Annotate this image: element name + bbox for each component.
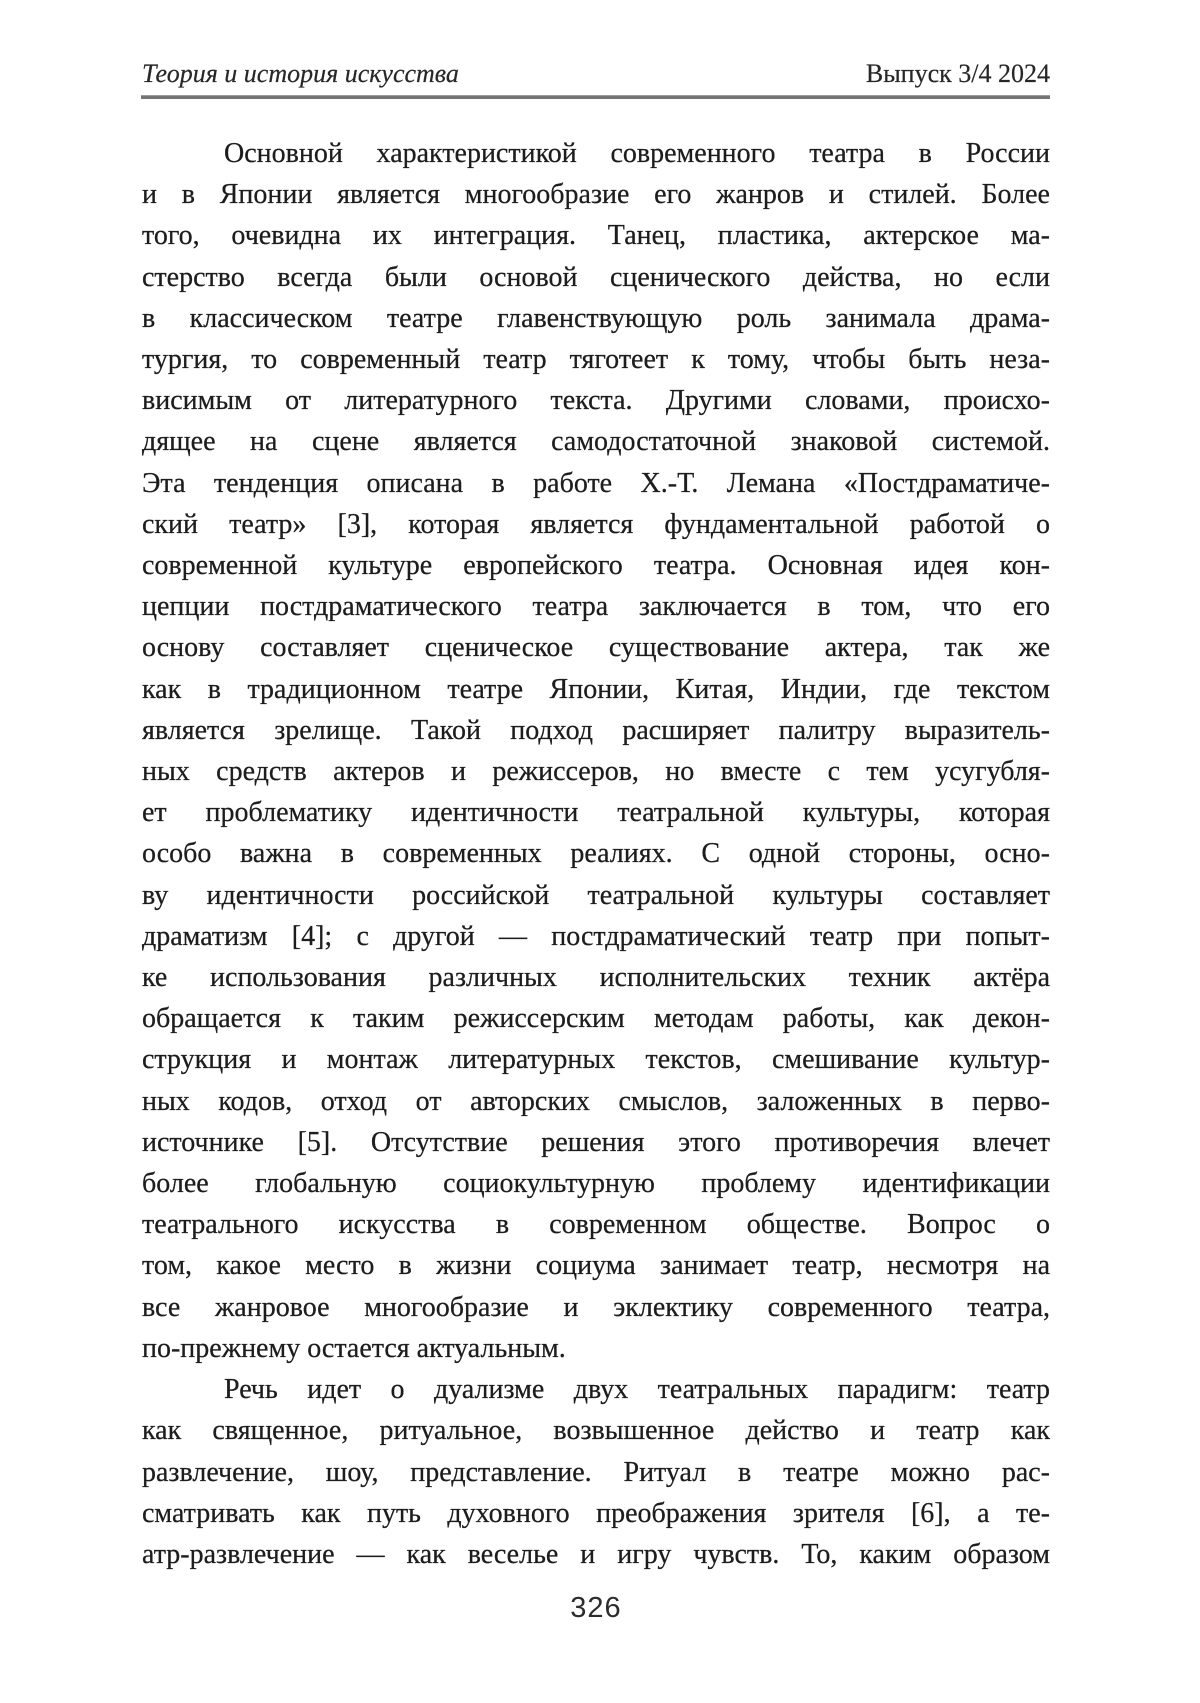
- text-line: ет проблематику идентичности театральной культуры, которая: [142, 797, 1050, 829]
- text-line: современной культуре европейского театра. Основная идея кон-: [142, 550, 1050, 582]
- text-line: Основной характеристикой современного театра в России: [224, 138, 1050, 169]
- text-line: источнике [5]. Отсутствие решения этого противоречия влечет: [142, 1126, 1050, 1158]
- text-line: особо важна в современных реалиях. С одной стороны, осно-: [142, 838, 1050, 870]
- text-line: драматизм [4]; с другой — постдраматический театр при попыт-: [142, 920, 1050, 952]
- page-number: 326: [570, 1592, 622, 1624]
- text-line: театрального искусства в современном обществе. Вопрос о: [142, 1209, 1050, 1241]
- text-line: является зрелище. Такой подход расширяет палитру выразитель-: [142, 714, 1050, 746]
- header-rule: [141, 95, 1050, 99]
- text-line: ных средств актеров и режиссеров, но вместе с тем усугубля-: [142, 756, 1050, 788]
- text-line: ский театр» [3], которая является фундаментальной работой о: [142, 508, 1050, 540]
- text-line: в классическом театре главенствующую роль занимала драма-: [142, 302, 1050, 334]
- text-line: цепции постдраматического театра заключается в том, что его: [142, 591, 1050, 623]
- text-line: висимым от литературного текста. Другими словами, происхо-: [142, 385, 1050, 417]
- text-line: того, очевидна их интеграция. Танец, пластика, актерское ма-: [142, 220, 1050, 252]
- text-line: Речь идет о дуализме двух театральных парадигм: театр: [224, 1374, 1050, 1406]
- text-line: как священное, ритуальное, возвышенное действо и театр как: [142, 1415, 1050, 1447]
- text-line: более глобальную социокультурную проблему идентификации: [142, 1168, 1050, 1200]
- text-line: стерство всегда были основой сценического действа, но если: [142, 261, 1050, 293]
- body-text: [142, 133, 1050, 1575]
- text-line: том, какое место в жизни социума занимает театр, несмотря на: [142, 1250, 1050, 1282]
- running-head-section-title: Теория и история искусства: [142, 59, 459, 88]
- text-line: ву идентичности российской театральной культуры составляет: [142, 879, 1050, 911]
- text-line: дящее на сцене является самодостаточной знаковой системой.: [142, 426, 1050, 458]
- running-head: [142, 58, 1050, 90]
- text-line: ных кодов, отход от авторских смыслов, заложенных в перво-: [142, 1085, 1050, 1117]
- text-line: тургия, то современный театр тяготеет к тому, чтобы быть неза-: [142, 344, 1050, 376]
- text-line: по-прежнему остается актуальным.: [142, 1332, 566, 1364]
- running-head-issue: Выпуск 3/4 2024: [865, 59, 1050, 88]
- text-line: сматривать как путь духовного преображения зрителя [6], а те-: [142, 1497, 1050, 1529]
- text-line: как в традиционном театре Японии, Китая, Индии, где текстом: [142, 673, 1050, 705]
- text-line: струкция и монтаж литературных текстов, смешивание культур-: [142, 1044, 1050, 1076]
- text-line: обращается к таким режиссерским методам работы, как декон-: [142, 1003, 1050, 1035]
- text-line: атр-развлечение — как веселье и игру чувств. То, каким образом: [142, 1538, 1050, 1570]
- text-line: развлечение, шоу, представление. Ритуал в театре можно рас-: [142, 1456, 1050, 1488]
- text-line: основу составляет сценическое существование актера, так же: [142, 632, 1050, 664]
- text-line: все жанровое многообразие и эклектику современного театра,: [142, 1291, 1050, 1323]
- text-line: и в Японии является многообразие его жанров и стилей. Более: [142, 179, 1050, 211]
- text-line: ке использования различных исполнительских техник актёра: [142, 962, 1050, 994]
- text-line: Эта тенденция описана в работе Х.-Т. Лемана «Постдраматиче-: [142, 467, 1050, 499]
